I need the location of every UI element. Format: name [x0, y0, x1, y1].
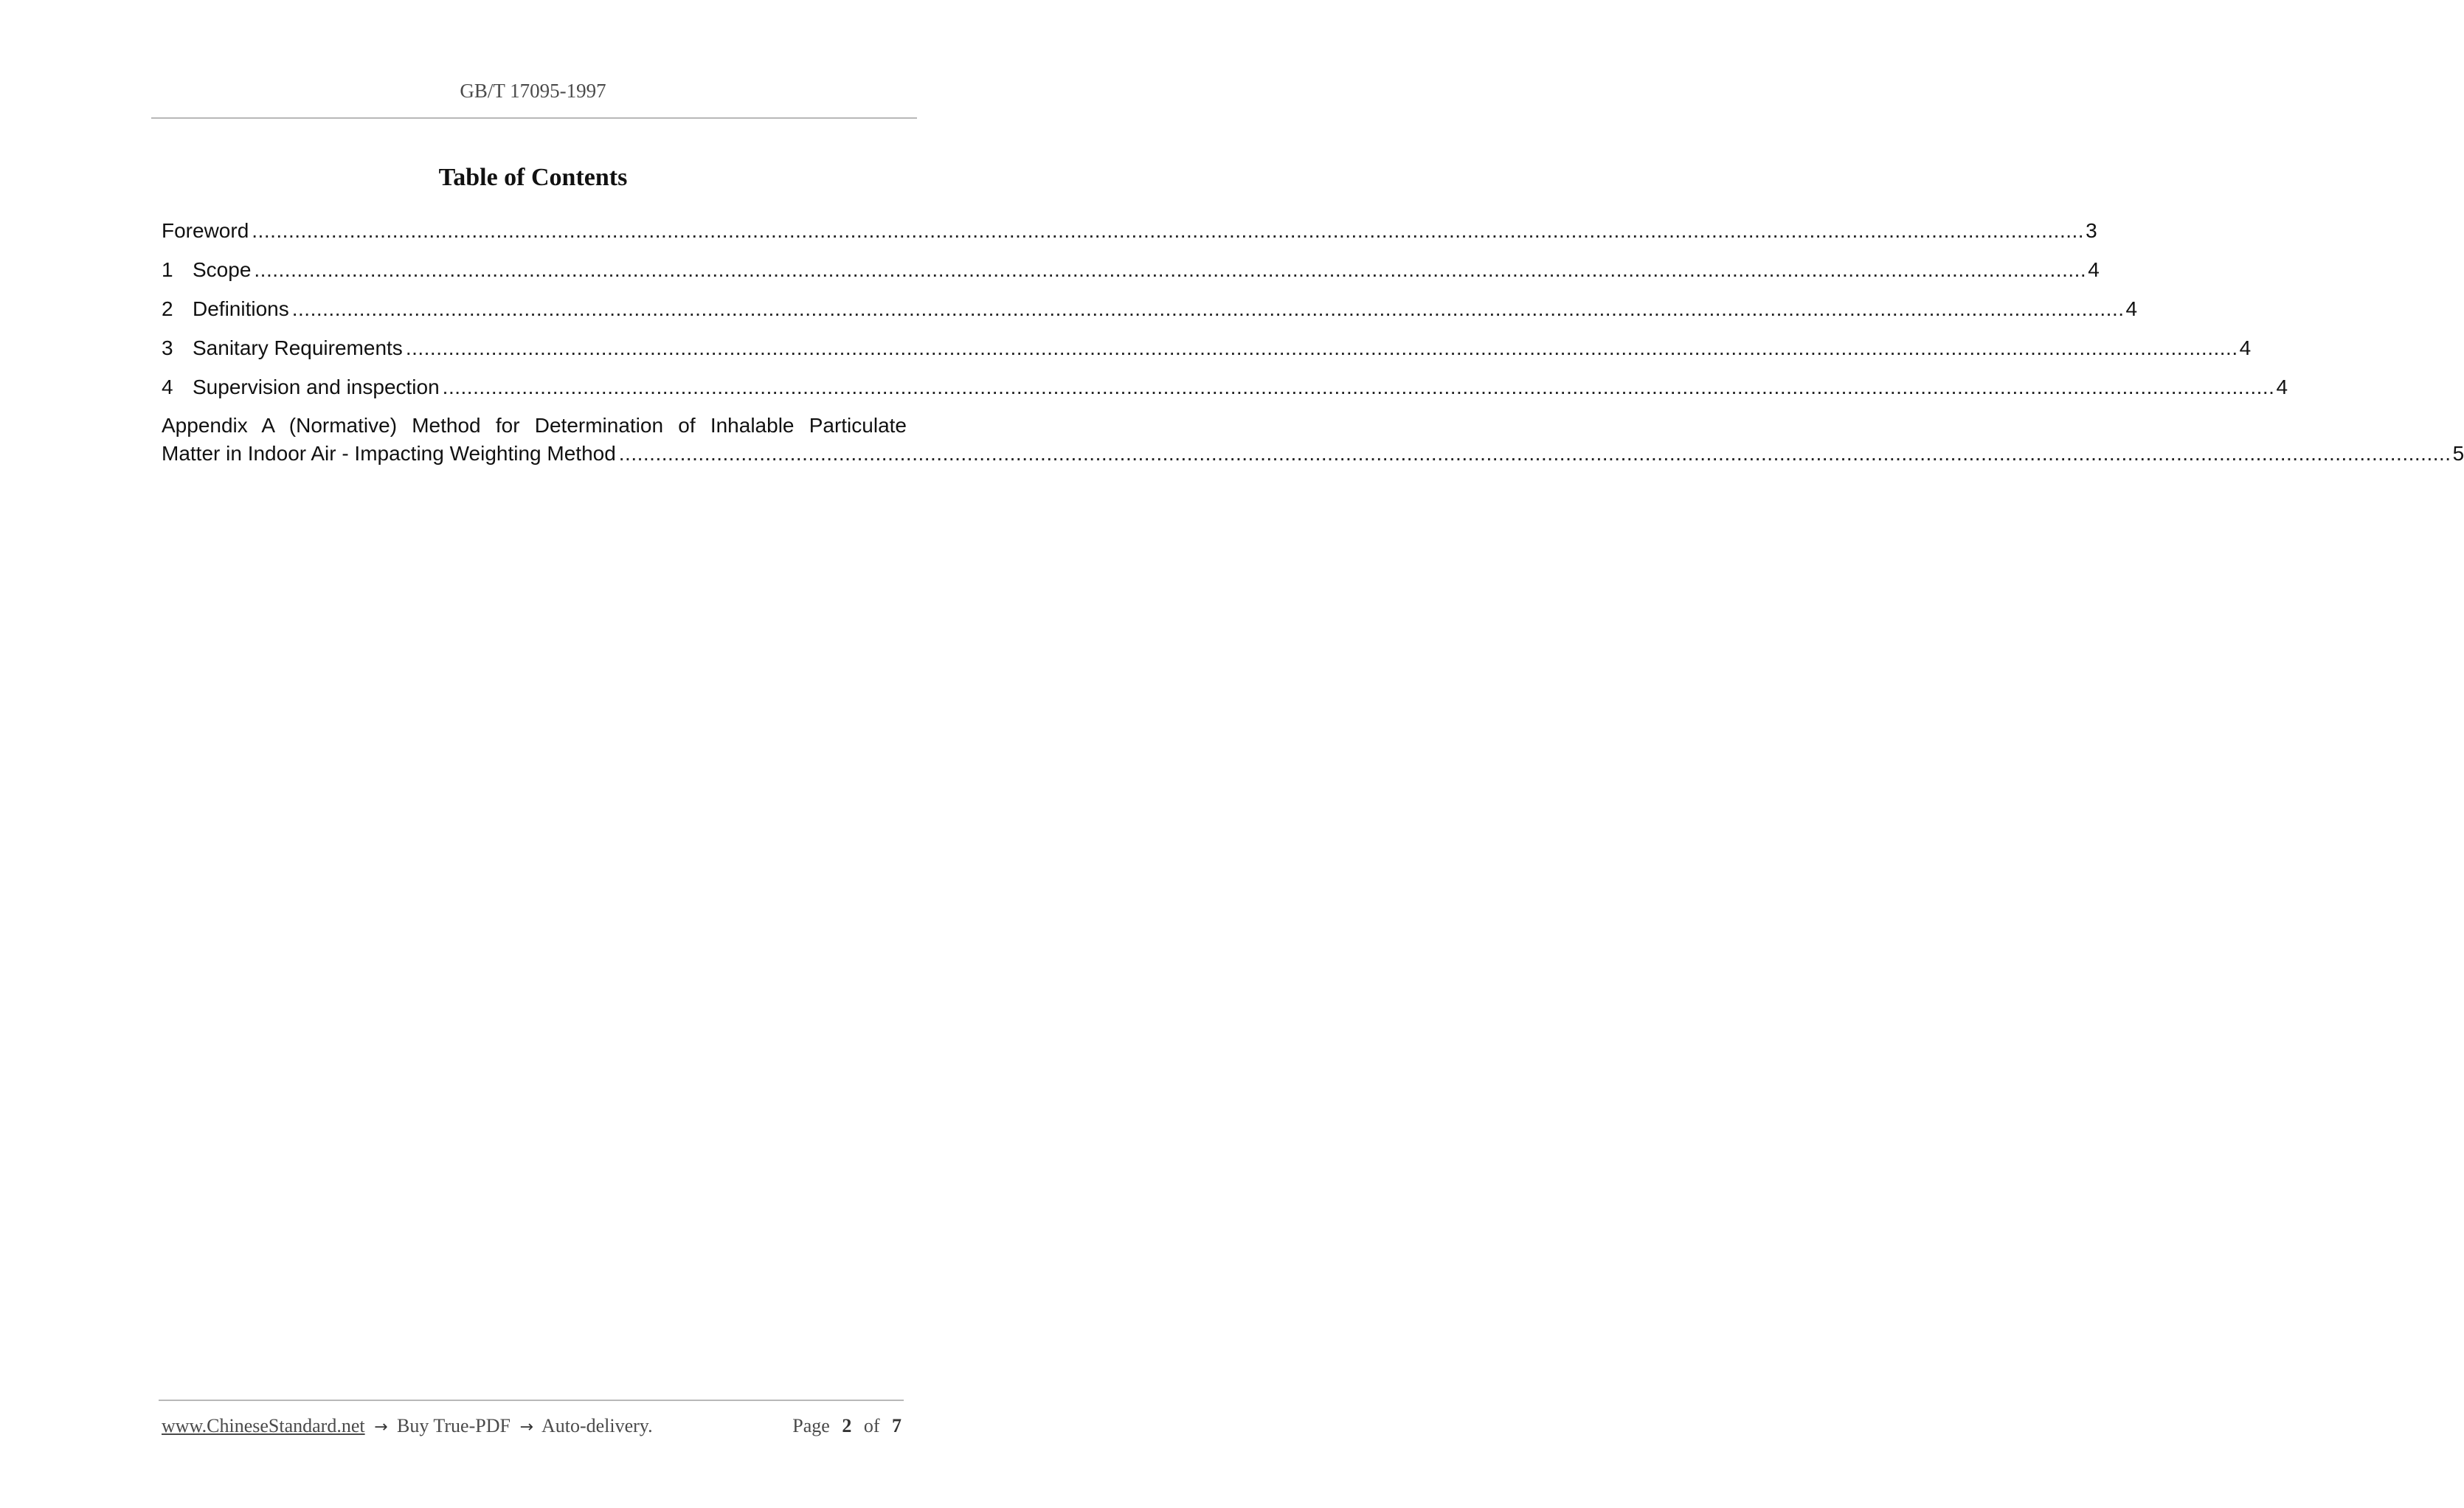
toc-entry-appendix-a[interactable] [162, 412, 2464, 468]
toc-entry-number: 4 [162, 376, 173, 398]
toc-entry-label: Supervision and inspection [193, 376, 440, 398]
page-total: 7 [892, 1415, 901, 1436]
toc-entry-number: 2 [162, 297, 173, 320]
footer-step-delivery: Auto-delivery. [541, 1415, 653, 1436]
toc-leader-dots: ............................................................................................................................................................................................................................................................................................................ [442, 376, 2275, 398]
header-divider [151, 117, 917, 119]
of-word: of [863, 1415, 880, 1436]
toc-entry-label-line2: Matter in Indoor Air - Impacting Weighting Method [162, 442, 616, 465]
toc-entry-foreword[interactable] [162, 216, 2097, 255]
toc-leader-dots: ............................................................................................................................................................................................................................................................................................................ [254, 258, 2087, 281]
footer-divider [159, 1400, 904, 1401]
toc-entry-page: 4 [2276, 376, 2288, 398]
footer-step-buy: Buy True-PDF [397, 1415, 511, 1436]
toc-entry-supervision[interactable] [162, 373, 2288, 412]
toc-entry-label: Sanitary Requirements [193, 336, 403, 359]
toc-entry-page: 4 [2088, 258, 2100, 281]
toc-entry-label: Foreword [162, 219, 249, 242]
running-header: GB/T 17095-1997 [460, 80, 606, 102]
toc-entry-page: 3 [2086, 219, 2097, 242]
toc-entry-label-line1: Appendix A (Normative) Method for Determination of Inhalable Particulate [162, 414, 907, 437]
toc-entry-page: 5 [2452, 442, 2464, 465]
toc-leader-dots: ............................................................................................................................................................................................................................................................................................................ [291, 297, 2125, 320]
toc-entry-number: 1 [162, 258, 173, 281]
toc-leader-dots: ............................................................................................................................................................................................................................................................................................................ [405, 336, 2238, 359]
footer-promo [162, 1415, 653, 1437]
right-arrow-icon: → [374, 1418, 388, 1436]
toc-entry-scope[interactable] [162, 255, 2100, 294]
toc-entry-label-line2-row [162, 440, 2464, 468]
page-number [792, 1415, 901, 1437]
toc-entry-number: 3 [162, 336, 173, 359]
site-link[interactable]: www.ChineseStandard.net [162, 1415, 365, 1436]
page-word: Page [792, 1415, 830, 1436]
table-of-contents [162, 216, 2464, 468]
toc-entry-page: 4 [2125, 297, 2138, 320]
toc-title: Table of Contents [438, 164, 628, 191]
toc-leader-dots: ............................................................................................................................................................................................................................................................................................................ [618, 442, 2451, 465]
toc-entry-label: Definitions [193, 297, 289, 320]
right-arrow-icon: → [519, 1418, 533, 1436]
toc-leader-dots: ............................................................................................................................................................................................................................................................................................................ [252, 219, 2085, 242]
toc-entry-label: Scope [193, 258, 252, 281]
toc-entry-page: 4 [2239, 336, 2252, 359]
page-current: 2 [842, 1415, 852, 1436]
toc-entry-sanitary-requirements[interactable] [162, 333, 2252, 373]
toc-entry-definitions[interactable] [162, 294, 2138, 333]
